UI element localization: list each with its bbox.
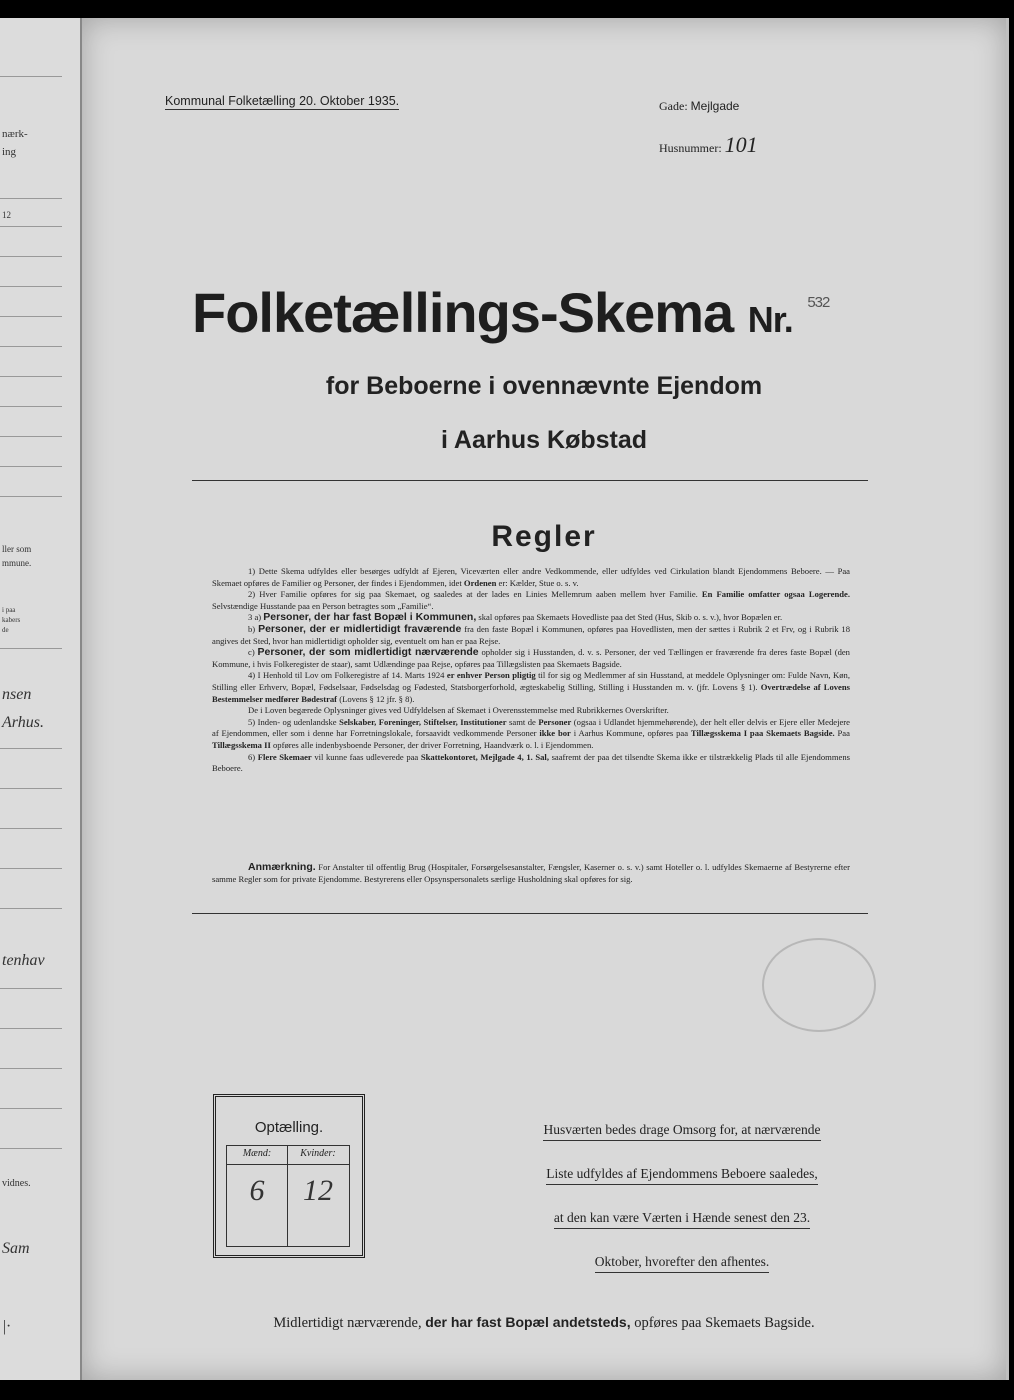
men-label: Mænd: — [242, 1148, 272, 1159]
house-number-field — [659, 132, 758, 158]
handwritten-fragment: tenhav — [2, 952, 45, 969]
count-title: Optælling. — [254, 1119, 324, 1136]
ruled-line — [0, 436, 62, 437]
remark-body: For Anstalter til offentlig Brug (Hospitaler, Forsørgelsesanstalter, Fængsler, Kaserner o. s. v.) samt Hoteller o. l. udfyldes Skemaerne af Bestyrerne efter samme Regler som for private Ejendomme. Bestyrerens eller Opsynspersonalets særlige Husholdning skal opføres for sig. — [212, 862, 850, 884]
left-fragment: ing — [2, 146, 17, 158]
men-count: 6 — [249, 1174, 265, 1207]
left-fragment: i paa — [2, 606, 16, 614]
handwritten-fragment: |· — [2, 1318, 11, 1335]
street-field — [659, 99, 739, 114]
rules-text — [212, 566, 850, 775]
ruled-line — [0, 496, 62, 497]
handwritten-fragment: nsen — [2, 686, 32, 703]
street-label: Gade: — [659, 99, 688, 113]
ruled-line — [0, 1108, 62, 1109]
handwritten-fragment: Arhus. — [2, 714, 44, 731]
ruled-line — [0, 466, 62, 467]
form-number: 532 — [807, 294, 830, 311]
street-value: Mejlgade — [690, 99, 740, 113]
left-fragment: 12 — [2, 210, 11, 220]
ruled-line — [0, 198, 62, 199]
left-fragment: mmune. — [2, 558, 32, 568]
ruled-line — [0, 908, 62, 909]
landlord-notice — [512, 1112, 852, 1288]
ruled-line — [0, 788, 62, 789]
notice-line: at den kan være Værten i Hænde senest den 23. — [554, 1208, 810, 1229]
rule-1: 1) Dette Skema udfyldes eller besørges udfyldt af Ejeren, Viceværten eller andre Vedkommende, eller udfyldes ved Cirkulation blandt Ejendommens Beboere. — Paa Skemaet opføres de Familier og Personer, der findes i Ejendommen, idet Ordenen er: Kælder, Stue o. s. v. — [212, 566, 850, 588]
title-main: Folketællings-Skema — [192, 281, 734, 344]
house-number-label: Husnummer: — [659, 141, 722, 155]
grid-divider — [227, 1164, 349, 1165]
rule-4: 4) I Henhold til Lov om Folkeregistre af 14. Marts 1924 er enhver Person pligtig til for sig og Medlemmer af sin Husstand, at meddele Oplysninger om: Fulde Navn, Køn, Stilling eller Erhverv, Bopæl, Fødselsaar, Fødselsdag og Fødested, Statsborgerforhold, ægteskabelig Stilling, Stilling i Husstanden m. v. (jfr. Lovens § 1). Overtrædelse af Lovens Bestemmelser medfører Bødestraf (Lovens § 12 jfr. § 8). — [212, 670, 850, 704]
count-grid — [226, 1145, 350, 1247]
women-count: 12 — [303, 1174, 333, 1207]
rule-5: 5) Inden- og udenlandske Selskaber, Foreninger, Stiftelser, Institutioner samt de Personer (ogsaa i Udlandet hjemmehørende), der helt eller delvis er Ejere eller Medejere af Ejendommen, eller som i denne har Forretningslokale, forsaavidt vedkommende Personer ikke bor i Aarhus Kommune, opføres paa Tillægsskema I paa Skemaets Bagside. Paa Tillægsskema II opføres alle indenbysboende Personer, der driver Forretning, Haandværk o. l. i Ejendommen. — [212, 716, 850, 750]
left-fragment: kabers — [2, 616, 21, 624]
left-fragment: vidnes. — [2, 1178, 31, 1189]
rule-3a: 3 a) Personer, der har fast Bopæl i Kommunen, skal opføres paa Skemaets Hovedliste paa det Sted (Hus, Skib o. s. v.), hvor Bopælen er. — [248, 611, 783, 624]
form-title — [192, 280, 829, 345]
rule-4-2: De i Loven begærede Oplysninger gives ved Udfyldelsen af Skemaet i Overensstemmelse med Rubrikkernes Overskrifter. — [248, 705, 669, 716]
notice-line: Oktober, hvorefter den afhentes. — [595, 1252, 770, 1273]
footer-note: Midlertidigt nærværende, der har fast Bopæl andetsteds, opføres paa Skemaets Bagside. — [273, 1314, 815, 1331]
handwritten-fragment: Sam — [2, 1240, 30, 1257]
ruled-line — [0, 828, 62, 829]
notice-line: Husværten bedes drage Omsorg for, at nærværende — [543, 1120, 820, 1141]
ruled-line — [0, 988, 62, 989]
remark-text — [212, 862, 850, 885]
census-header: Kommunal Folketælling 20. Oktober 1935. — [165, 94, 400, 108]
women-label: Kvinder: — [300, 1148, 336, 1159]
remark-label: Anmærkning. — [248, 861, 316, 873]
ruled-line — [0, 346, 62, 347]
count-box — [213, 1094, 365, 1258]
ruled-line — [0, 316, 62, 317]
left-fragment: nærk- — [2, 128, 28, 140]
rules-heading: Regler — [491, 520, 597, 553]
ruled-line — [0, 1028, 62, 1029]
left-fragment: ller som — [2, 544, 32, 554]
left-page-fragment — [0, 18, 83, 1380]
rule-6: 6) Flere Skemaer vil kunne faas udleverede paa Skattekontoret, Mejlgade 4, 1. Sal, saafremt der paa det tilsendte Skema ikke er tilstrækkelig Plads til alle Ejendommens Beboere. — [212, 751, 850, 774]
paper-stain — [762, 938, 876, 1032]
ruled-line — [0, 1068, 62, 1069]
ruled-line — [0, 748, 62, 749]
rule-3c: c) Personer, der som midlertidigt nærværende opholder sig i Husstanden, d. v. s. Personer, der ved Tællingen er fraværende fra deres faste Bopæl (den Kommune, i hvis Folkeregister de staar), samt Udlændinge paa Rejse, opføres paa Tillægslisten paa Skemaets Bagside. — [212, 646, 850, 669]
subtitle-line-2: i Aarhus Købstad — [440, 426, 648, 454]
census-form-page — [82, 18, 1006, 1380]
ruled-line — [0, 648, 62, 649]
left-fragment: de — [2, 626, 9, 634]
subtitle-line-1: for Beboerne i ovennævnte Ejendom — [325, 372, 763, 400]
notice-line: Liste udfyldes af Ejendommens Beboere saaledes, — [546, 1164, 817, 1185]
rule-3b: b) Personer, der er midlertidigt fraværende fra den faste Bopæl i Kommunen, opføres paa Hovedlisten, men der sættes i Rubrik 2 et Frv, og i Rubrik 18 angives det Sted, hvor han midlertidigt opholder sig, eventuelt om han er paa Rejse. — [212, 622, 851, 646]
ruled-line — [0, 76, 62, 77]
rule-2: 2) Hver Familie opføres for sig paa Skemaet, og saaledes at der lades en Linies Mellemrum aaben mellem hver Familie. En Familie omfatter ogsaa Logerende. Selvstændige Husstande paa en Person betragtes som „Familie“. — [212, 589, 850, 611]
ruled-line — [0, 226, 62, 227]
title-nr: Nr. — [747, 299, 793, 340]
divider — [192, 480, 868, 481]
ruled-line — [0, 256, 62, 257]
divider — [192, 913, 868, 914]
ruled-line — [0, 1148, 62, 1149]
house-number-value: 101 — [724, 132, 758, 157]
ruled-line — [0, 406, 62, 407]
ruled-line — [0, 286, 62, 287]
ruled-line — [0, 376, 62, 377]
ruled-line — [0, 868, 62, 869]
